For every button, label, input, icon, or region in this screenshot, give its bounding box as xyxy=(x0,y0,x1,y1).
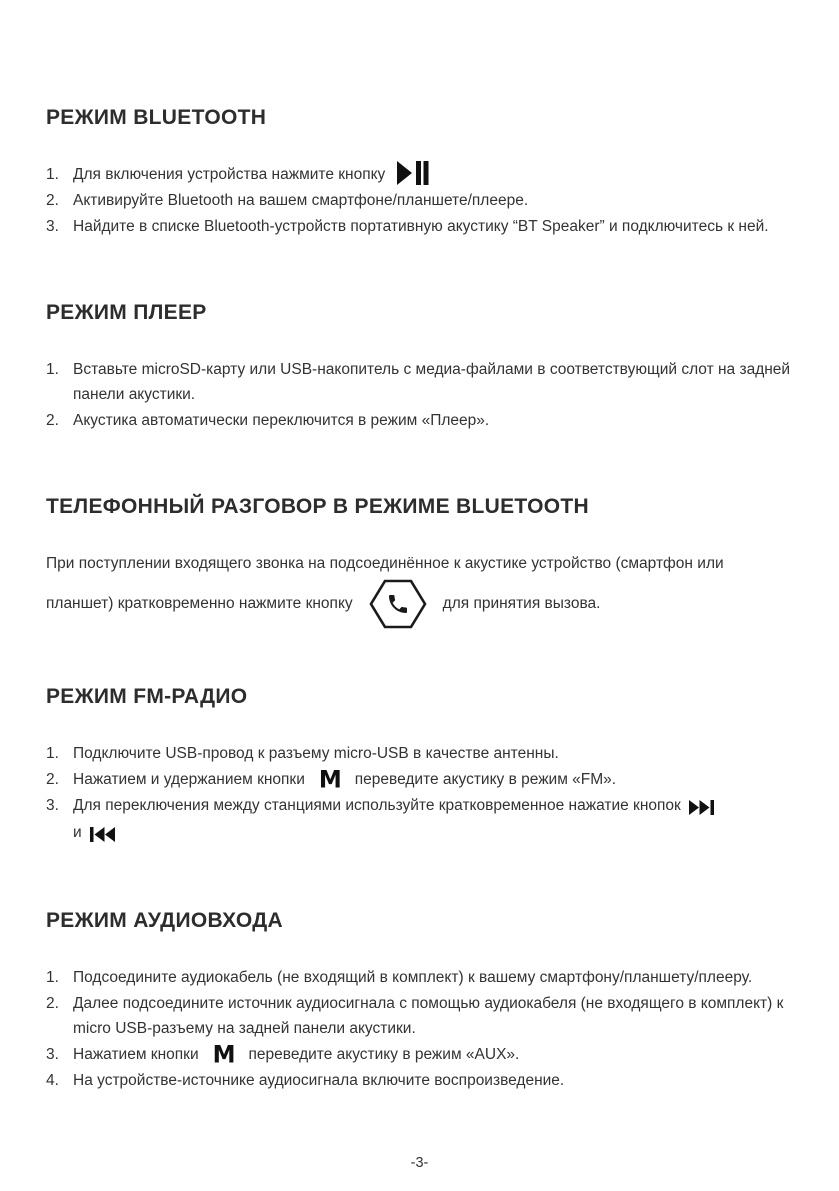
paragraph-text-segment: При поступлении входящего звонка на подсоединённое к акустике устройство (смартфон или планшет) кратковременно нажмите кнопку xyxy=(46,555,724,613)
item-text: Подключите USB-провод к разъему micro-USB в качестве антенны. xyxy=(73,745,559,762)
item-text: Далее подсоедините источник аудиосигнала с помощью аудиокабеля (не входящего в комплект) к micro USB-разъему на задней панели акустики. xyxy=(73,995,784,1037)
list-item xyxy=(46,214,793,239)
item-text-segment: переведите акустику в режим «AUX». xyxy=(248,1046,520,1063)
paragraph-text-segment: для принятия вызова. xyxy=(442,595,601,613)
item-text xyxy=(73,793,793,847)
item-text: На устройстве-источнике аудиосигнала включите воспроизведение. xyxy=(73,1072,565,1089)
item-text: Активируйте Bluetooth на вашем смартфоне/планшете/плеере. xyxy=(73,192,529,209)
list-item xyxy=(46,357,793,407)
page-number: -3- xyxy=(410,1155,429,1171)
section-fm-radio-title: РЕЖИМ FM-РАДИО xyxy=(46,685,248,708)
item-text xyxy=(73,162,793,187)
item-number: 3. xyxy=(46,1046,59,1063)
list-item xyxy=(46,1068,793,1093)
section-player-list xyxy=(46,357,793,433)
list-item xyxy=(46,408,793,433)
next-track-icon xyxy=(689,795,714,820)
play-pause-icon xyxy=(397,160,429,185)
item-number: 2. xyxy=(46,192,59,209)
phone-answer-icon xyxy=(369,579,427,629)
list-item xyxy=(46,991,793,1041)
item-text-segment: и xyxy=(73,824,82,841)
item-text-segment: Для переключения между станциями используйте кратковременное нажатие кнопок xyxy=(73,797,681,814)
item-text-segment: Для включения устройства нажмите кнопку xyxy=(73,166,386,183)
section-bluetooth xyxy=(46,106,793,239)
list-item xyxy=(46,793,793,847)
section-fm-radio-list xyxy=(46,741,793,847)
section-phone-call xyxy=(46,495,793,631)
list-item xyxy=(46,767,793,792)
item-number: 2. xyxy=(46,412,59,429)
section-aux-input-title: РЕЖИМ АУДИОВХОДА xyxy=(46,909,283,932)
item-number: 2. xyxy=(46,995,59,1012)
m-button-icon: M xyxy=(318,766,341,794)
list-item xyxy=(46,741,793,766)
item-text xyxy=(73,767,793,792)
item-number: 1. xyxy=(46,969,59,986)
item-number: 1. xyxy=(46,166,59,183)
item-number: 1. xyxy=(46,361,59,378)
section-aux-input-list xyxy=(46,965,793,1093)
item-text-segment: Нажатием кнопки xyxy=(73,1046,199,1063)
list-item xyxy=(46,188,793,213)
section-player xyxy=(46,301,793,433)
phone-call-paragraph xyxy=(46,551,793,631)
m-button-icon: M xyxy=(212,1041,235,1069)
item-number: 2. xyxy=(46,771,59,788)
item-text-segment: Нажатием и удержанием кнопки xyxy=(73,771,305,788)
item-text: Акустика автоматически переключится в режим «Плеер». xyxy=(73,412,490,429)
item-number: 3. xyxy=(46,797,59,814)
item-number: 3. xyxy=(46,218,59,235)
previous-track-icon xyxy=(90,822,115,847)
item-text: Найдите в списке Bluetooth-устройств портативную акустику “BT Speaker” и подключитесь к ней. xyxy=(73,218,769,235)
item-text: Вставьте microSD-карту или USB-накопитель с медиа-файлами в соответствующий слот на задней панели акустики. xyxy=(73,361,791,403)
item-number: 1. xyxy=(46,745,59,762)
list-item xyxy=(46,1042,793,1067)
section-bluetooth-title: РЕЖИМ BLUETOOTH xyxy=(46,106,267,129)
item-text xyxy=(73,1042,793,1067)
list-item xyxy=(46,965,793,990)
item-number: 4. xyxy=(46,1072,59,1089)
section-player-title: РЕЖИМ ПЛЕЕР xyxy=(46,301,207,324)
section-phone-call-title: ТЕЛЕФОННЫЙ РАЗГОВОР В РЕЖИМЕ BLUETOOTH xyxy=(46,495,590,518)
item-text: Подсоедините аудиокабель (не входящий в комплект) к вашему смартфону/планшету/плееру. xyxy=(73,969,753,986)
section-fm-radio xyxy=(46,685,793,847)
list-item xyxy=(46,162,793,187)
item-text-segment: переведите акустику в режим «FM». xyxy=(354,771,617,788)
section-aux-input xyxy=(46,909,793,1093)
section-bluetooth-list xyxy=(46,162,793,239)
